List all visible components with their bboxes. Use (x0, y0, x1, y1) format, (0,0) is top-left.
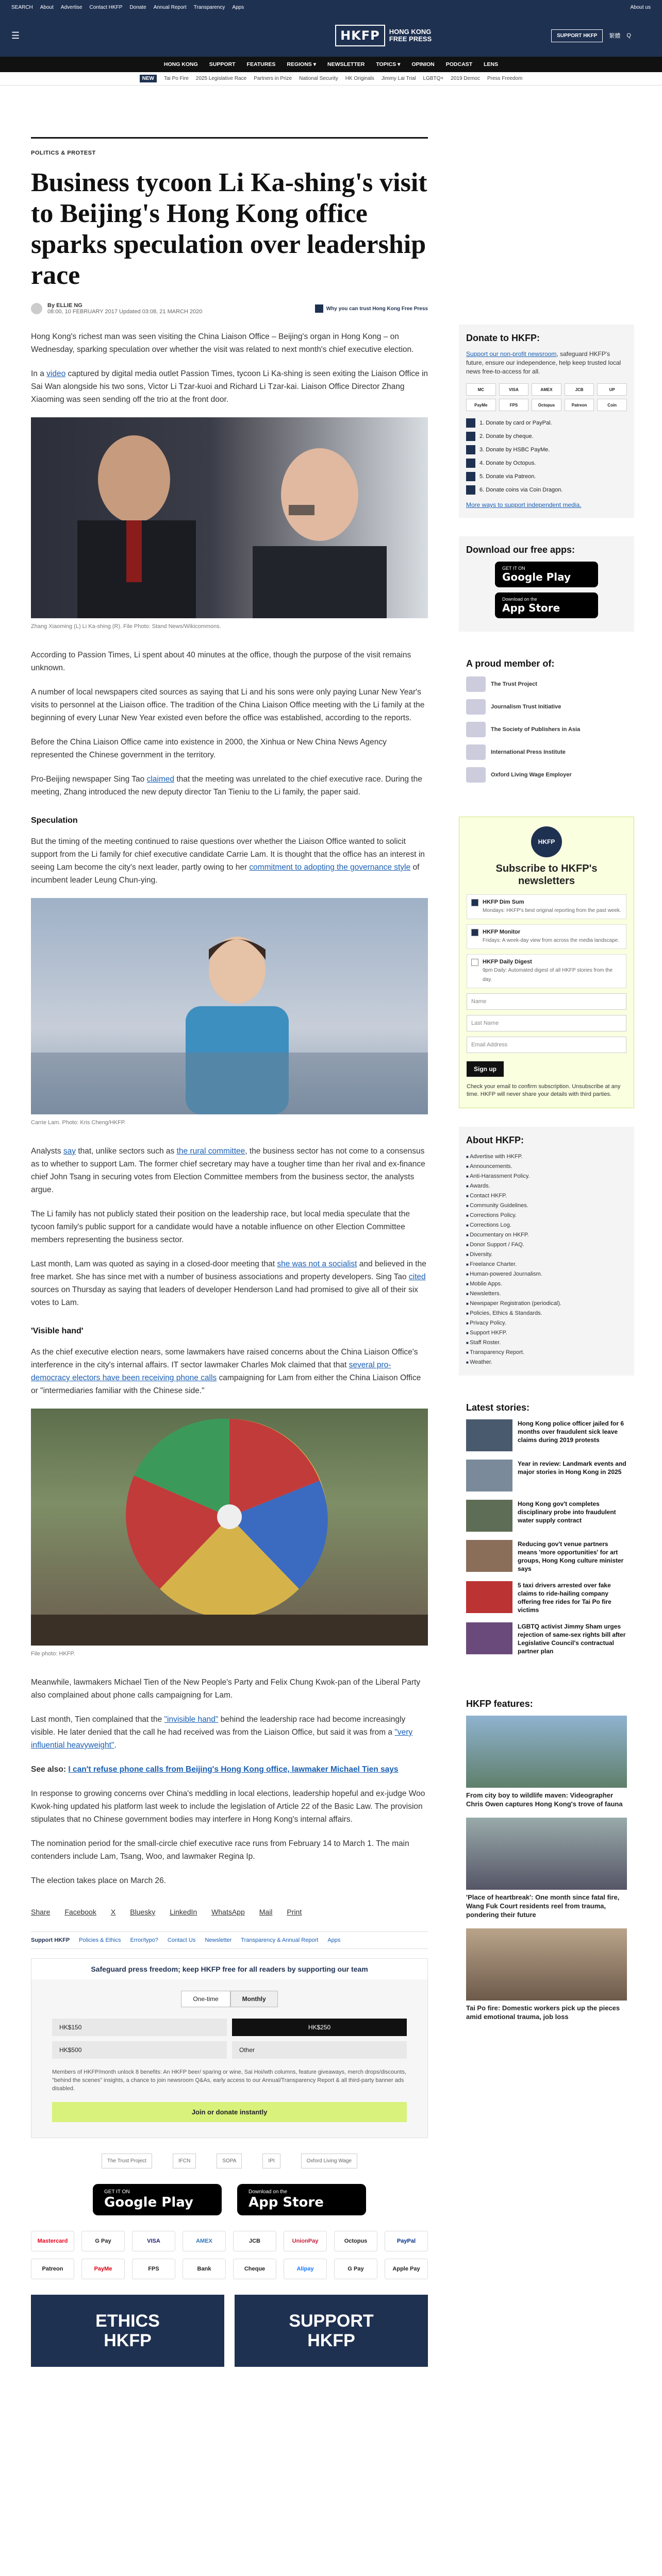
story-item[interactable]: Reducing gov't venue partners means 'more opportunities' for art groups, Hong Kong culture minister says (466, 1540, 627, 1573)
article-body (31, 330, 428, 1887)
google-play-button[interactable]: GET IT ON Google Play (495, 562, 598, 587)
heavyweight-link[interactable]: "very influential heavyweight" (31, 1728, 413, 1750)
donate-option[interactable]: 1. Donate by card or PayPal. (466, 418, 627, 428)
about-link[interactable]: About (40, 4, 54, 10)
photo-caption: File photo: HKFP. (31, 1651, 75, 1657)
trending-bar (0, 72, 662, 86)
checkbox[interactable] (471, 959, 478, 966)
trending-item[interactable]: HK Originals (345, 76, 374, 81)
footer-link[interactable]: Contact Us (167, 1937, 196, 1943)
feature-thumbnail (466, 1928, 627, 2001)
paragraph: Analysts say that, unlike sectors such as the rural committee, the business sector has not come to a consensus as to whether to support Lam. The former chief secretary may have a tougher time than her rival and ex-finance chief John Tsang in securing votes from Election Committee members from the business sector, the analysts argue. (31, 1147, 425, 1194)
footer-link[interactable]: Error/typo? (130, 1937, 158, 1943)
amount-option[interactable]: HK$500 (52, 2041, 227, 2059)
payment-logo: AMEX (532, 383, 561, 396)
donate-text: Support our non-profit newsroom, safeguard HKFP's future, ensure our independence, help keep trusted local news free-to-access for all. (466, 350, 621, 375)
payment-logo: G Pay (81, 2231, 125, 2251)
main-nav (0, 57, 662, 72)
donate-option[interactable]: 2. Donate by cheque. (466, 432, 627, 441)
trending-item[interactable]: Partners in Prize (254, 76, 292, 81)
member-logo[interactable]: The Trust Project (466, 676, 627, 692)
member-title: A proud member of: (466, 658, 555, 669)
article-main (31, 147, 428, 2367)
story-item[interactable]: 5 taxi drivers arrested over fake claims to ride-hailing company offering free rides for Tai Po fire victims (466, 1581, 627, 1614)
amount-options (31, 2019, 427, 2059)
latest-title: Latest stories: (466, 1402, 530, 1413)
site-header (0, 14, 662, 57)
support-newsroom-link[interactable]: Support our non-profit newsroom (466, 350, 557, 358)
about-link[interactable]: ■ Announcements. (466, 1162, 627, 1172)
paragraph: But the timing of the meeting continued to raise questions over whether the Liaison Office wanted to solicit support from the Li family for chief executive candidate Carrie Lam. It is thought that the office has an interest in seeing Lam become the city's next leader, partly owing to her commitment to adopting the governance style of incumbent leader Leung Chun-ying. (31, 837, 425, 885)
payment-logo: FPS (132, 2259, 175, 2279)
more-ways-link[interactable]: More ways to support independent media. (466, 501, 582, 509)
signup-button[interactable]: Sign up (467, 1061, 504, 1077)
about-link[interactable]: ■ Mobile Apps. (466, 1279, 627, 1289)
donate-option[interactable]: 4. Donate by Octopus. (466, 459, 627, 468)
payment-logo: Bank (183, 2259, 226, 2279)
trust-link[interactable]: Why you can trust Hong Kong Free Press (315, 304, 428, 313)
checkbox[interactable] (471, 929, 478, 936)
feature-thumbnail (466, 1818, 627, 1890)
newsletter-option[interactable]: HKFP Monitor Fridays: A week-day view from across the media landscape. (467, 924, 626, 949)
photo-illustration (31, 1409, 428, 1646)
donate-option[interactable]: 3. Donate by HSBC PayMe. (466, 445, 627, 454)
about-link[interactable]: ■ Donor Support / FAQ. (466, 1240, 627, 1250)
app-store-button[interactable]: Download on the App Store (495, 592, 598, 618)
hkfp-badge: HKFP (531, 826, 562, 857)
footer-link[interactable]: Support HKFP (31, 1937, 70, 1943)
feature-item[interactable]: 'Place of heartbreak': One month since fatal fire, Wang Fuk Court residents reel from trauma, pondering their future (466, 1818, 627, 1919)
donate-option[interactable]: 5. Donate via Patreon. (466, 472, 627, 481)
byline (31, 302, 428, 315)
footer-link[interactable]: Transparency & Annual Report (241, 1937, 319, 1943)
share-linkedin[interactable]: LinkedIn (170, 1908, 197, 1916)
payment-logo: VISA (499, 383, 529, 396)
story-thumbnail (466, 1540, 512, 1572)
paragraph: Last month, Tien complained that the "invisible hand" behind the leadership race had become increasingly visible. He later denied that the call he had received was from the Liaison Office, but said it was from a "very influential heavyweight". (31, 1715, 413, 1750)
about-link[interactable]: ■ Contact HKFP. (466, 1191, 627, 1201)
share-label: Share (31, 1908, 51, 1916)
newsletter-option[interactable]: HKFP Daily Digest 9pm Daily: Automated digest of all HKFP stories from the day. (467, 954, 626, 988)
newsletter-option[interactable]: HKFP Dim Sum Mondays: HKFP's best original reporting from the past week. (467, 894, 626, 919)
transparency-link[interactable]: Transparency (193, 4, 225, 10)
checkbox[interactable] (471, 899, 478, 906)
share-print[interactable]: Print (287, 1908, 302, 1916)
about-box (459, 1127, 634, 1376)
membership-note: Members of HKFP/month unlock 8 benefits: An HKFP beer/ sparing or wine, Sai Hoi/wth columns, feature giveaways, merch drops/discounts, "behind the scenes" insights, a chance to join newsroom Q&As, early access to our Annual/Transparency Report & all third-party banner ads disabled. (52, 2069, 407, 2092)
payment-logo: FPS (499, 399, 529, 411)
about-link[interactable]: ■ Corrections Policy. (466, 1211, 627, 1221)
footer-link[interactable]: Apps (327, 1937, 341, 1943)
advertise-link[interactable]: Advertise (60, 4, 82, 10)
apps-title: Download our free apps: (466, 545, 575, 555)
video-link[interactable]: video (46, 369, 66, 378)
story-thumbnail (466, 1622, 512, 1654)
newsletter-note: Check your email to confirm subscription. Unsubscribe at any time. HKFP will never share your details with third parties. (467, 1083, 621, 1097)
name-field[interactable]: Name (467, 993, 626, 1010)
trending-item[interactable]: National Security (299, 76, 338, 81)
frequency-toggle (31, 1991, 427, 2007)
about-link[interactable]: ■ Transparency Report. (466, 1348, 627, 1358)
new-badge: NEW (140, 75, 157, 82)
member-logo[interactable]: The Society of Publishers in Asia (466, 722, 627, 737)
author-name[interactable]: By ELLIE NG (47, 302, 82, 309)
share-mail[interactable]: Mail (259, 1908, 273, 1916)
photo-caption: Zhang Xiaoming (L) Li Ka-shing (R). File Photo: Stand News/Wikicommons. (31, 623, 221, 630)
member-logo[interactable]: Oxford Living Wage Employer (466, 767, 627, 783)
partner-logo[interactable]: IFCN (173, 2154, 196, 2168)
partner-logo[interactable]: IPI (262, 2154, 280, 2168)
paragraph: The election takes place on March 26. (31, 1876, 166, 1885)
story-thumbnail (466, 1460, 512, 1492)
paragraph: According to Passion Times, Li spent about 40 minutes at the office, though the purpose of the visit remains unknown. (31, 651, 411, 672)
about-link[interactable]: ■ Documentary on HKFP. (466, 1230, 627, 1240)
donation-widget (31, 1958, 428, 2138)
about-link[interactable]: ■ Newspaper Registration (periodical). (466, 1299, 627, 1309)
trending-item[interactable]: 2025 Legislative Race (195, 76, 247, 81)
last-name-field[interactable]: Last Name (467, 1015, 626, 1031)
payment-logo: UnionPay (284, 2231, 327, 2251)
share-whatsapp[interactable]: WhatsApp (211, 1908, 245, 1916)
article-title: Business tycoon Li Ka-shing's visit to Beijing's Hong Kong office sparks speculation over leadership race (31, 168, 427, 290)
apps-link[interactable]: Apps (232, 4, 244, 10)
paragraph: Meanwhile, lawmakers Michael Tien of the New People's Party and Felix Chung Kwok-pan of the Liberal Party also complained about phone calls campaigning for Lam. (31, 1678, 421, 1700)
article-photo (31, 898, 428, 1114)
payme-icon (466, 445, 475, 454)
nav-regions[interactable]: REGIONS ▾ (287, 61, 316, 67)
donate-option[interactable]: 6. Donate coins via Coin Dragon. (466, 485, 627, 495)
about-link[interactable]: ■ Anti-Harassment Policy. (466, 1172, 627, 1181)
patreon-icon (466, 472, 475, 481)
app-download-buttons (31, 2184, 428, 2215)
search-link[interactable]: SEARCH (11, 4, 33, 10)
photo-caption: Carrie Lam. Photo: Kris Cheng/HKFP. (31, 1120, 126, 1126)
features-box (459, 1690, 634, 2039)
article-photo (31, 417, 428, 618)
amount-other-input[interactable]: Other (232, 2041, 407, 2059)
claimed-link[interactable]: claimed (146, 775, 175, 784)
payment-logo: AMEX (183, 2231, 226, 2251)
donate-link[interactable]: Donate (129, 4, 146, 10)
trending-item[interactable]: LGBTQ+ (423, 76, 444, 81)
features-title: HKFP features: (466, 1699, 533, 1709)
share-bar (31, 1908, 428, 1916)
about-link[interactable]: ■ Human-powered Journalism. (466, 1269, 627, 1279)
annual-report-link[interactable]: Annual Report (153, 4, 187, 10)
payment-logo: Alipay (284, 2259, 327, 2279)
story-item[interactable]: LGBTQ activist Jimmy Sham urges rejection of same-sex rights bill after Legislative Council's contractual partner plan (466, 1622, 627, 1655)
invisible-hand-link[interactable]: "invisible hand" (164, 1715, 219, 1724)
feature-item[interactable]: Tai Po fire: Domestic workers pick up the pieces amid emotional trauma, job loss (466, 1928, 627, 2021)
payment-logo: Octopus (334, 2231, 377, 2251)
ethics-banner[interactable]: ETHICS HKFP (31, 2295, 224, 2367)
monthly-tab[interactable]: Monthly (230, 1991, 278, 2007)
member-logo[interactable]: Journalism Trust Initiative (466, 699, 627, 715)
payment-logo: PayMe (466, 399, 496, 411)
share-bluesky[interactable]: Bluesky (130, 1908, 156, 1916)
feature-item[interactable]: From city boy to wildlife maven: Videographer Chris Owen captures Hong Kong's trove of fauna (466, 1716, 627, 1808)
story-item[interactable]: Year in review: Landmark events and major stories in Hong Kong in 2025 (466, 1460, 627, 1492)
amount-option[interactable]: HK$150 (52, 2019, 227, 2036)
see-also: See also: I can't refuse phone calls from Beijing's Hong Kong office, lawmaker Michael Tien says (31, 1765, 399, 1774)
about-link[interactable]: ■ Support HKFP. (466, 1328, 627, 1338)
story-thumbnail (466, 1419, 512, 1451)
partner-logo[interactable]: The Trust Project (102, 2154, 152, 2168)
menu-icon[interactable]: ☰ (11, 30, 20, 41)
newsletter-title: Subscribe to HKFP's newsletters (495, 863, 598, 887)
cheque-icon (466, 432, 475, 441)
phone-calls-link[interactable]: several pro-democracy electors have been receiving phone calls (31, 1361, 391, 1382)
trust-icon (315, 304, 323, 313)
paragraph: A number of local newspapers cited sources as saying that Li and his sons were only paying Lunar New Year's visits to personnel at the Liaison office. The tradition of the China Liaison Office meeting with the Li family at the beginning of every Lunar New Year existed even before the office was established, according to the reports. (31, 688, 425, 722)
trending-item[interactable]: 2019 Democ (451, 76, 480, 81)
card-icon (466, 418, 475, 428)
member-box (459, 650, 634, 798)
site-logo[interactable] (335, 25, 432, 46)
living-wage-icon (466, 767, 486, 783)
promo-banners (31, 2295, 428, 2367)
photo-illustration (31, 417, 428, 618)
payment-logo: Octopus (532, 399, 561, 411)
nav-hong-kong[interactable]: HONG KONG (163, 61, 198, 67)
section-heading: 'Visible hand' (31, 1327, 84, 1335)
one-time-tab[interactable]: One-time (181, 1991, 230, 2007)
footer-link[interactable]: Policies & Ethics (79, 1937, 121, 1943)
about-link[interactable]: ■ Newsletters. (466, 1289, 627, 1299)
payment-logo: JCB (233, 2231, 276, 2251)
paragraph: As the chief executive election nears, some lawmakers have raised concerns about the China Liaison Office's interference in the city's internal affairs. IT sector lawmaker Charles Mok claimed that that several pro-democracy electors have been receiving phone calls campaigning for Lam from either the China Liaison Office or "intermediaries familiar with the Chinese side." (31, 1348, 421, 1395)
about-link[interactable]: ■ Privacy Policy. (466, 1318, 627, 1328)
payment-logo: VISA (132, 2231, 175, 2251)
nav-lens[interactable]: LENS (484, 61, 499, 67)
nav-features[interactable]: FEATURES (246, 61, 276, 67)
payment-logo: Patreon (31, 2259, 74, 2279)
about-link[interactable]: ■ Awards. (466, 1181, 627, 1191)
member-logo[interactable]: International Press Institute (466, 744, 627, 760)
nav-newsletter[interactable]: NEWSLETTER (327, 61, 365, 67)
newsletter-signup (459, 817, 634, 1108)
latest-stories (459, 1394, 634, 1672)
story-thumbnail (466, 1581, 512, 1613)
search-icon[interactable]: Q (626, 32, 631, 39)
nav-opinion[interactable]: OPINION (411, 61, 435, 67)
governance-link[interactable]: commitment to adopting the governance style (249, 863, 411, 872)
about-link[interactable]: ■ Corrections Log. (466, 1221, 627, 1230)
trending-item[interactable]: Press Freedom (487, 76, 523, 81)
say-link[interactable]: say (63, 1147, 76, 1156)
rural-committee-link[interactable]: the rural committee (176, 1147, 245, 1156)
jti-icon (466, 699, 486, 715)
about-link[interactable]: ■ Advertise with HKFP. (466, 1152, 627, 1162)
paragraph: In response to growing concerns over China's meddling in local elections, leadership hopeful and ex-judge Woo Kwok-hing updated his platform last week to include the legislation of Article 22 of the Basic Law. The provision stipulates that no Chinese government bodies may interfere in Hong Kong's internal affairs. (31, 1789, 425, 1824)
payment-logo: Apple Pay (385, 2259, 428, 2279)
donation-heading: Safeguard press freedom; keep HKFP free for all readers by supporting our team (31, 1959, 427, 1979)
trust-project-icon (466, 676, 486, 692)
article-photo (31, 1409, 428, 1646)
payment-logo: UP (597, 383, 627, 396)
about-link[interactable]: ■ Weather. (466, 1358, 627, 1367)
payment-logo: MC (466, 383, 496, 396)
payment-logo: Cheque (233, 2259, 276, 2279)
cited-link[interactable]: cited (408, 1273, 426, 1281)
partner-logos (31, 2154, 428, 2168)
sopa-icon (466, 722, 486, 737)
payment-logo: Patreon (565, 399, 594, 411)
nav-topics[interactable]: TOPICS ▾ (376, 61, 401, 67)
article-category[interactable]: POLITICS & PROTEST (31, 137, 428, 156)
partner-logo[interactable]: Oxford Living Wage (301, 2154, 357, 2168)
support-banner[interactable]: SUPPORT HKFP (235, 2295, 428, 2367)
paragraph: Before the China Liaison Office came into existence in 2000, the Xinhua or New China News Agency represented the Chinese government in the territory. (31, 738, 387, 759)
logo-text: HONG KONG FREE PRESS (389, 28, 432, 43)
payment-logo: JCB (565, 383, 594, 396)
about-link[interactable]: ■ Diversity. (466, 1250, 627, 1260)
story-item[interactable]: Hong Kong gov't completes disciplinary probe into fraudulent water supply contract (466, 1500, 627, 1532)
payment-logos (31, 2231, 428, 2279)
donate-box (459, 325, 634, 518)
share-x[interactable]: X (110, 1908, 116, 1916)
paragraph: In a video captured by digital media outlet Passion Times, tycoon Li Ka-shing is seen exiting the Liaison Office in Sai Wan alongside his two sons, Victor Li Tzar-kuoi and Richard Li Tzar-kai. Liaison Office Director Zhang Xiaoming was seen sending off the trio at the front door. (31, 369, 428, 404)
nav-support[interactable]: SUPPORT (209, 61, 236, 67)
about-link[interactable]: ■ Staff Roster. (466, 1338, 627, 1348)
paragraph: The nomination period for the small-circle chief executive race runs from February 14 to March 1. The main contenders include Lam, Tsang, Woo, and lawmaker Regina Ip. (31, 1839, 409, 1861)
paragraph: Hong Kong's richest man was seen visiting the China Liaison Office – Beijing's organ in Hong Kong – on Wednesday, sparking speculation over whether the visit was related to next month's chief executive election. (31, 332, 414, 354)
apps-box (459, 536, 634, 632)
join-donate-button[interactable]: Join or donate instantly (52, 2102, 407, 2122)
payment-logo: Coin (597, 399, 627, 411)
coin-icon (466, 485, 475, 495)
octopus-icon (466, 459, 475, 468)
ipi-icon (466, 744, 486, 760)
support-hkfp-button[interactable]: SUPPORT HKFP (551, 29, 603, 42)
payment-logo: PayMe (81, 2259, 125, 2279)
photo-illustration (31, 898, 428, 1114)
google-play-button[interactable]: GET IT ON Google Play (93, 2184, 222, 2215)
section-heading: Speculation (31, 816, 78, 825)
about-us-link[interactable]: About us (630, 4, 651, 10)
app-store-button[interactable]: Download on the App Store (237, 2184, 366, 2215)
story-thumbnail (466, 1500, 512, 1532)
trending-item[interactable]: Jimmy Lai Trial (381, 76, 416, 81)
article-footer-links (31, 1931, 428, 1949)
author-avatar (31, 303, 42, 314)
about-title: About HKFP: (466, 1135, 524, 1145)
article-dates: 08:00, 10 FEBRUARY 2017 Updated 03:08, 21 MARCH 2020 (47, 309, 203, 315)
sidebar-payment-logos (466, 383, 627, 411)
donate-title: Donate to HKFP: (466, 333, 540, 343)
payment-logo: G Pay (334, 2259, 377, 2279)
about-link[interactable]: ■ Community Guidelines. (466, 1201, 627, 1211)
paragraph: The Li family has not publicly stated their position on the leadership race, but local media speculate that the tycoon family's public support for a candidate would have a notable influence on other Election Committee members representing the business sector. (31, 1210, 410, 1244)
contact-link[interactable]: Contact HKFP (89, 4, 123, 10)
socialist-link[interactable]: she was not a socialist (277, 1260, 357, 1268)
language-toggle[interactable]: 繁體 (609, 33, 621, 39)
feature-thumbnail (466, 1716, 627, 1788)
top-utility-bar (0, 0, 662, 14)
paragraph: Pro-Beijing newspaper Sing Tao claimed that the meeting was unrelated to the chief executive race. During the meeting, Zhang introduced the new deputy director Tan Tieniu to the Li family, the paper said. (31, 775, 422, 796)
nav-podcast[interactable]: PODCAST (445, 61, 473, 67)
email-field[interactable]: Email Address (467, 1037, 626, 1053)
sidebar (459, 325, 634, 2057)
about-link[interactable]: ■ Policies, Ethics & Standards. (466, 1309, 627, 1318)
amount-option-selected[interactable]: HK$250 (232, 2019, 407, 2036)
story-item[interactable]: Hong Kong police officer jailed for 6 months over fraudulent sick leave claims during 2019 protests (466, 1419, 627, 1451)
trending-item[interactable]: Tai Po Fire (163, 76, 189, 81)
about-link[interactable]: ■ Freelance Charter. (466, 1260, 627, 1269)
logo-mark: HKFP (335, 25, 385, 46)
payment-logo: Mastercard (31, 2231, 74, 2251)
payment-logo: PayPal (385, 2231, 428, 2251)
see-also-link[interactable]: I can't refuse phone calls from Beijing's Hong Kong office, lawmaker Michael Tien says (68, 1765, 399, 1774)
partner-logo[interactable]: SOPA (217, 2154, 242, 2168)
share-facebook[interactable]: Facebook (64, 1908, 96, 1916)
paragraph: Last month, Lam was quoted as saying in a closed-door meeting that she was not a socialist and believed in the free market. She has since met with a number of business associations and property developers. Sing Tao cited sources on Thursday as saying that leaders of developer Henderson Land had promised to give all of their six votes to Lam. (31, 1260, 426, 1307)
footer-link[interactable]: Newsletter (205, 1937, 232, 1943)
